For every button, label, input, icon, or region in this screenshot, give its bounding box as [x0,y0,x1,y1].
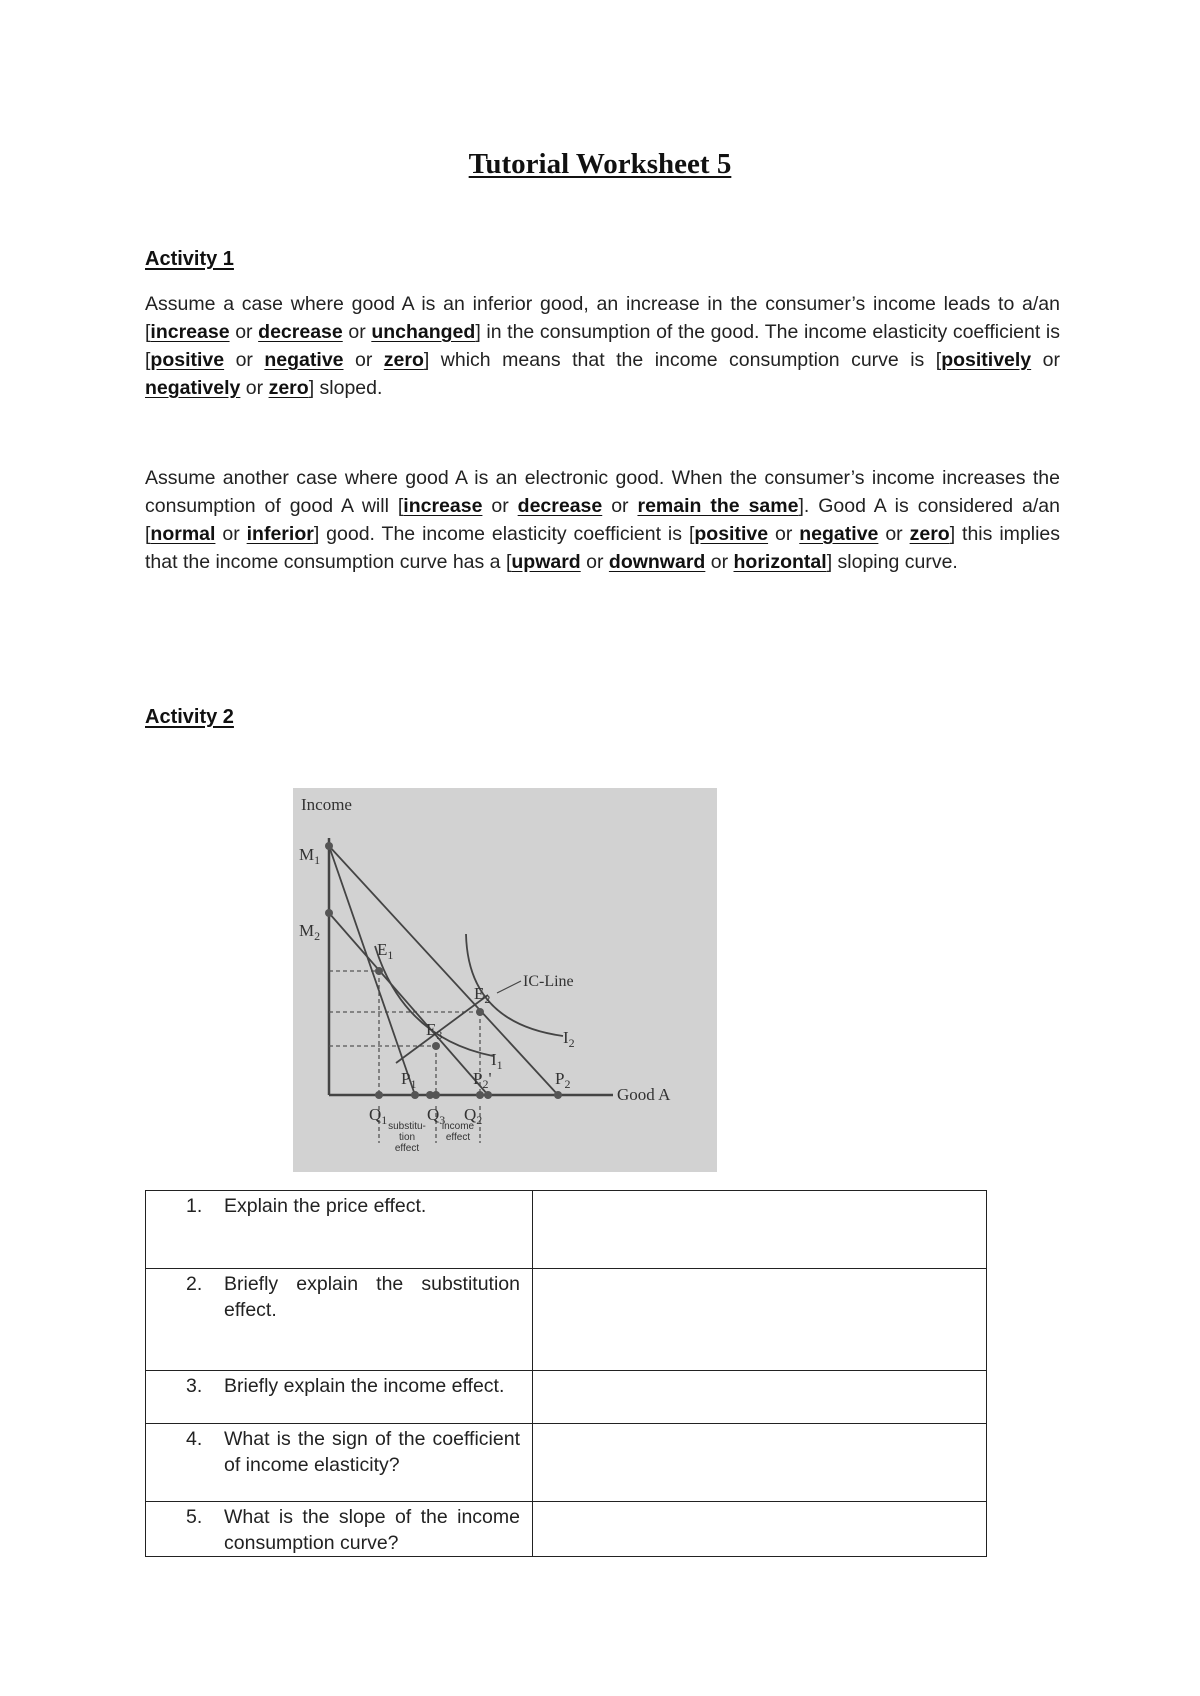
question-number: 4. [186,1428,203,1450]
page-title: Tutorial Worksheet 5 [468,148,732,180]
label-i2: $I_2$ [563,1028,575,1050]
label-e1: $E_1$ [377,940,394,962]
option-negatively: negatively [145,377,241,399]
option-normal: normal [150,523,216,545]
x-axis-label: Good A [617,1085,671,1104]
option-positive: positive [150,349,225,371]
option-decrease: decrease [258,321,343,343]
substitution-effect-label-3: effect [394,1143,420,1154]
diagram-background [293,788,717,1172]
activity-1-heading: Activity 1 [145,248,234,270]
question-text: Explain the price effect. [224,1195,427,1217]
option-inferior: inferior [246,523,314,545]
question-row [146,1502,987,1557]
substitution-effect-label-1: substitu- [388,1121,426,1132]
income-effect-label-1: income [441,1121,475,1132]
label-q1: $Q_1$ [369,1105,388,1127]
option-zero: zero [383,349,424,371]
option-remain-the-same: remain the same [637,495,799,517]
option-downward: downward [608,551,706,573]
label-i1: $I_1$ [491,1050,503,1072]
answer-cell[interactable] [533,1269,987,1371]
question-text: Briefly explain the substitution effect. [224,1273,520,1321]
option-increase: increase [150,321,230,343]
answer-cell[interactable] [533,1502,987,1557]
question-number: 5. [186,1506,203,1528]
option-decrease: decrease [517,495,603,517]
activity-1-paragraph-2: Assume another case where good A is an electronic good. When the consumer’s income increases the consumption of good A will [increase or decrease or remain the same]. Good A is considered a/an [normal or inferior] good. The income elasticity coefficient is [positive or negative or zero] this implies that the income consumption curve has a [upward or downward or horizontal] sloping curve. [145,467,1061,573]
option-zero: zero [909,523,950,545]
question-row [146,1424,987,1502]
question-row [146,1191,987,1269]
answer-cell[interactable] [533,1424,987,1502]
question-text: Briefly explain the income effect. [224,1375,505,1397]
option-unchanged: unchanged [371,321,476,343]
activity-1-paragraph-1: Assume a case where good A is an inferior good, an increase in the consumer’s income leads to a/an [increase or decrease or unchanged] in the consumption of the good. The income elasticity coefficient is [positive or negative or zero] which means that the income consumption curve is [positively or negatively or zero] sloped. [145,293,1060,399]
label-ic-line: IC-Line [523,973,574,990]
option-negative: negative [799,523,879,545]
question-number: 2. [186,1273,203,1295]
question-text: What is the sign of the coefficient of income elasticity? [224,1428,520,1476]
question-row [146,1269,987,1371]
label-q3: $Q_3$ [427,1105,446,1127]
label-m1: $M_1$ [299,845,321,867]
label-p2-prime: $P_2'$ [473,1069,492,1091]
income-consumption-diagram [293,788,717,1172]
option-positively: positively [941,349,1032,371]
option-upward: upward [511,551,581,573]
y-axis-label: Income [301,795,352,814]
label-q2: $Q_2$ [464,1105,483,1127]
income-effect-label-2: effect [445,1132,471,1143]
label-p2: $P_2$ [555,1069,571,1091]
option-negative: negative [264,349,344,371]
option-zero-slope: zero [268,377,309,399]
answer-cell[interactable] [533,1191,987,1269]
question-number: 3. [186,1375,203,1397]
label-m2: $M_2$ [299,921,321,943]
question-number: 1. [186,1195,203,1217]
questions-table [145,1190,987,1557]
option-horizontal: horizontal [733,551,827,573]
label-e2: $E_2$ [474,984,491,1006]
substitution-effect-label-2: tion [398,1132,416,1143]
label-p1: $P_1$ [401,1069,417,1091]
option-positive: positive [694,523,769,545]
question-text: What is the slope of the income consumption curve? [224,1506,520,1554]
option-increase: increase [403,495,483,517]
question-row [146,1371,987,1424]
label-e3: $E_3$ [426,1020,443,1042]
answer-cell[interactable] [533,1371,987,1424]
activity-2-heading: Activity 2 [145,706,234,728]
